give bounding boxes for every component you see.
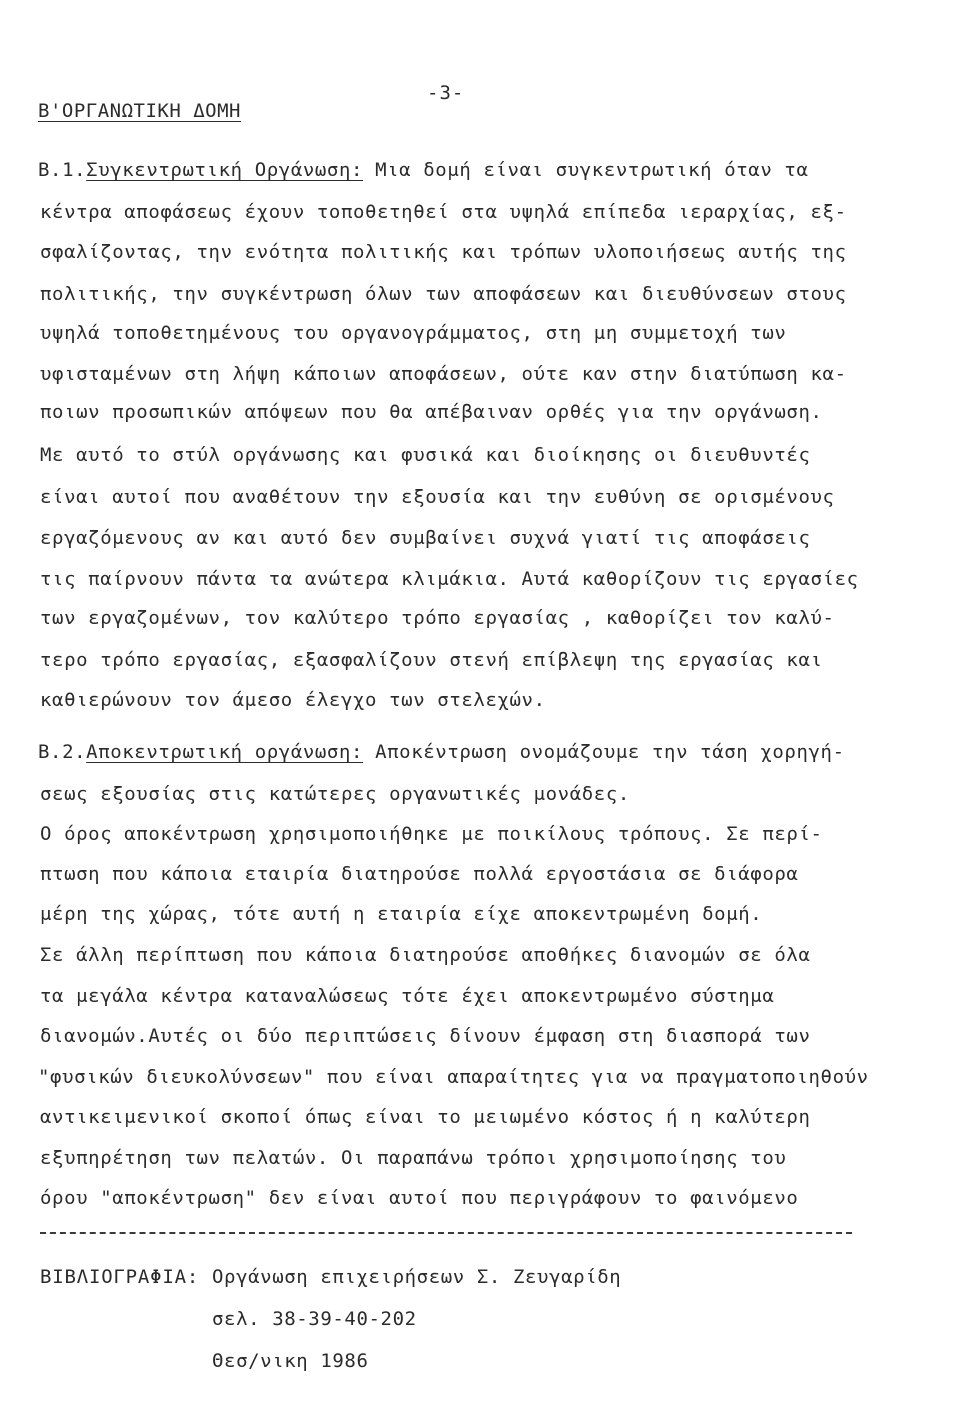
section1-line: υφισταμένων στη λήψη κάποιων αποφάσεων, ούτε καν στην διατύπωση κα- — [40, 363, 847, 385]
section2-first-line — [38, 740, 845, 764]
section2-line: Σε άλλη περίπτωση που κάποια διατηρούσε αποθήκες διανομών σε όλα — [40, 944, 811, 966]
section1-line: είναι αυτοί που αναθέτουν την εξουσία και την ευθύνη σε ορισμένους — [40, 486, 835, 508]
section1-line: πολιτικής, την συγκέντρωση όλων των αποφάσεων και διευθύνσεων στους — [40, 283, 847, 305]
section1-line: Μια δομή είναι συγκεντρωτική όταν τα — [363, 159, 809, 181]
section2-line: τα μεγάλα κέντρα καταναλώσεως τότε έχει αποκεντρωμένο σύστημα — [40, 985, 775, 1007]
section2-line: Αποκέντρωση ονομάζουμε την τάση χορηγή- — [363, 741, 845, 763]
section2-line: διανομών.Αυτές οι δύο περιπτώσεις δίνουν έμφαση στη διασπορά των — [40, 1025, 811, 1047]
section2-line: Ο όρος αποκέντρωση χρησιμοποιήθηκε με ποικίλους τρόπους. Σε περί- — [40, 823, 823, 845]
section2-number: B.2. — [38, 741, 87, 763]
section1-line: υψηλά τοποθετημένους του οργανογράμματος, στη μη συμμετοχή των — [40, 322, 787, 344]
section2-line: όρου "αποκέντρωση" δεν είναι αυτοί που περιγράφουν το φαινόμενο — [40, 1187, 799, 1209]
bibliography-pages: σελ. 38-39-40-202 — [212, 1308, 417, 1330]
section2-line: αντικειμενικοί σκοποί όπως είναι το μειωμένο κόστος ή η καλύτερη — [40, 1106, 811, 1128]
section2-line: μέρη της χώρας, τότε αυτή η εταιρία είχε αποκεντρωμένη δομή. — [40, 903, 763, 925]
section1-line: καθιερώνουν τον άμεσο έλεγχο των στελεχών. — [40, 689, 546, 711]
section2-line: "φυσικών διευκολύνσεων" που είναι απαραίτητες για να πραγματοποιηθούν — [38, 1066, 869, 1088]
dashed-divider — [40, 1232, 852, 1234]
section1-line: των εργαζομένων, τον καλύτερο τρόπο εργασίας , καθορίζει τον καλύ- — [40, 607, 835, 629]
section1-title: Συγκεντρωτική Οργάνωση: — [86, 159, 364, 181]
section1-number: B.1. — [38, 159, 87, 181]
bibliography-label: ΒΙΒΛΙΟΓΡΑΦΙΑ: — [40, 1266, 200, 1288]
section1-line: σφαλίζοντας, την ενότητα πολιτικής και τρόπων υλοποιήσεως αυτής της — [40, 241, 847, 263]
section1-line: Με αυτό το στύλ οργάνωσης και φυσικά και διοίκησης οι διευθυντές — [40, 444, 811, 466]
section2-title: Αποκεντρωτική οργάνωση: — [86, 741, 364, 763]
section2-line: εξυπηρέτηση των πελατών. Οι παραπάνω τρόποι χρησιμοποίησης του — [40, 1147, 787, 1169]
section2-line: πτωση που κάποια εταιρία διατηρούσε πολλά εργοστάσια σε διάφορα — [40, 863, 799, 885]
bibliography-title: Οργάνωση επιχειρήσεων Σ. Ζευγαρίδη — [212, 1266, 622, 1288]
section2-line: σεως εξουσίας στις κατώτερες οργανωτικές μονάδες. — [40, 783, 630, 805]
section1-first-line — [38, 158, 809, 182]
section1-line: κέντρα αποφάσεως έχουν τοποθετηθεί στα υψηλά επίπεδα ιεραρχίας, εξ- — [40, 201, 847, 223]
section1-line: τις παίρνουν πάντα τα ανώτερα κλιμάκια. Αυτά καθορίζουν τις εργασίες — [40, 568, 859, 590]
section1-line: τερο τρόπο εργασίας, εξασφαλίζουν στενή επίβλεψη της εργασίας και — [40, 649, 823, 671]
page-number: -3- — [427, 82, 465, 104]
section1-line: εργαζόμενους αν και αυτό δεν συμβαίνει συχνά γιατί τις αποφάσεις — [40, 527, 811, 549]
section1-line: ποιων προσωπικών απόψεων που θα απέβαιναν ορθές για την οργάνωση. — [40, 401, 823, 423]
section-heading: B'ΟΡΓΑΝΩΤΙΚΗ ΔΟΜΗ — [38, 100, 241, 122]
bibliography-place-year: Θεσ/νικη 1986 — [212, 1350, 369, 1372]
